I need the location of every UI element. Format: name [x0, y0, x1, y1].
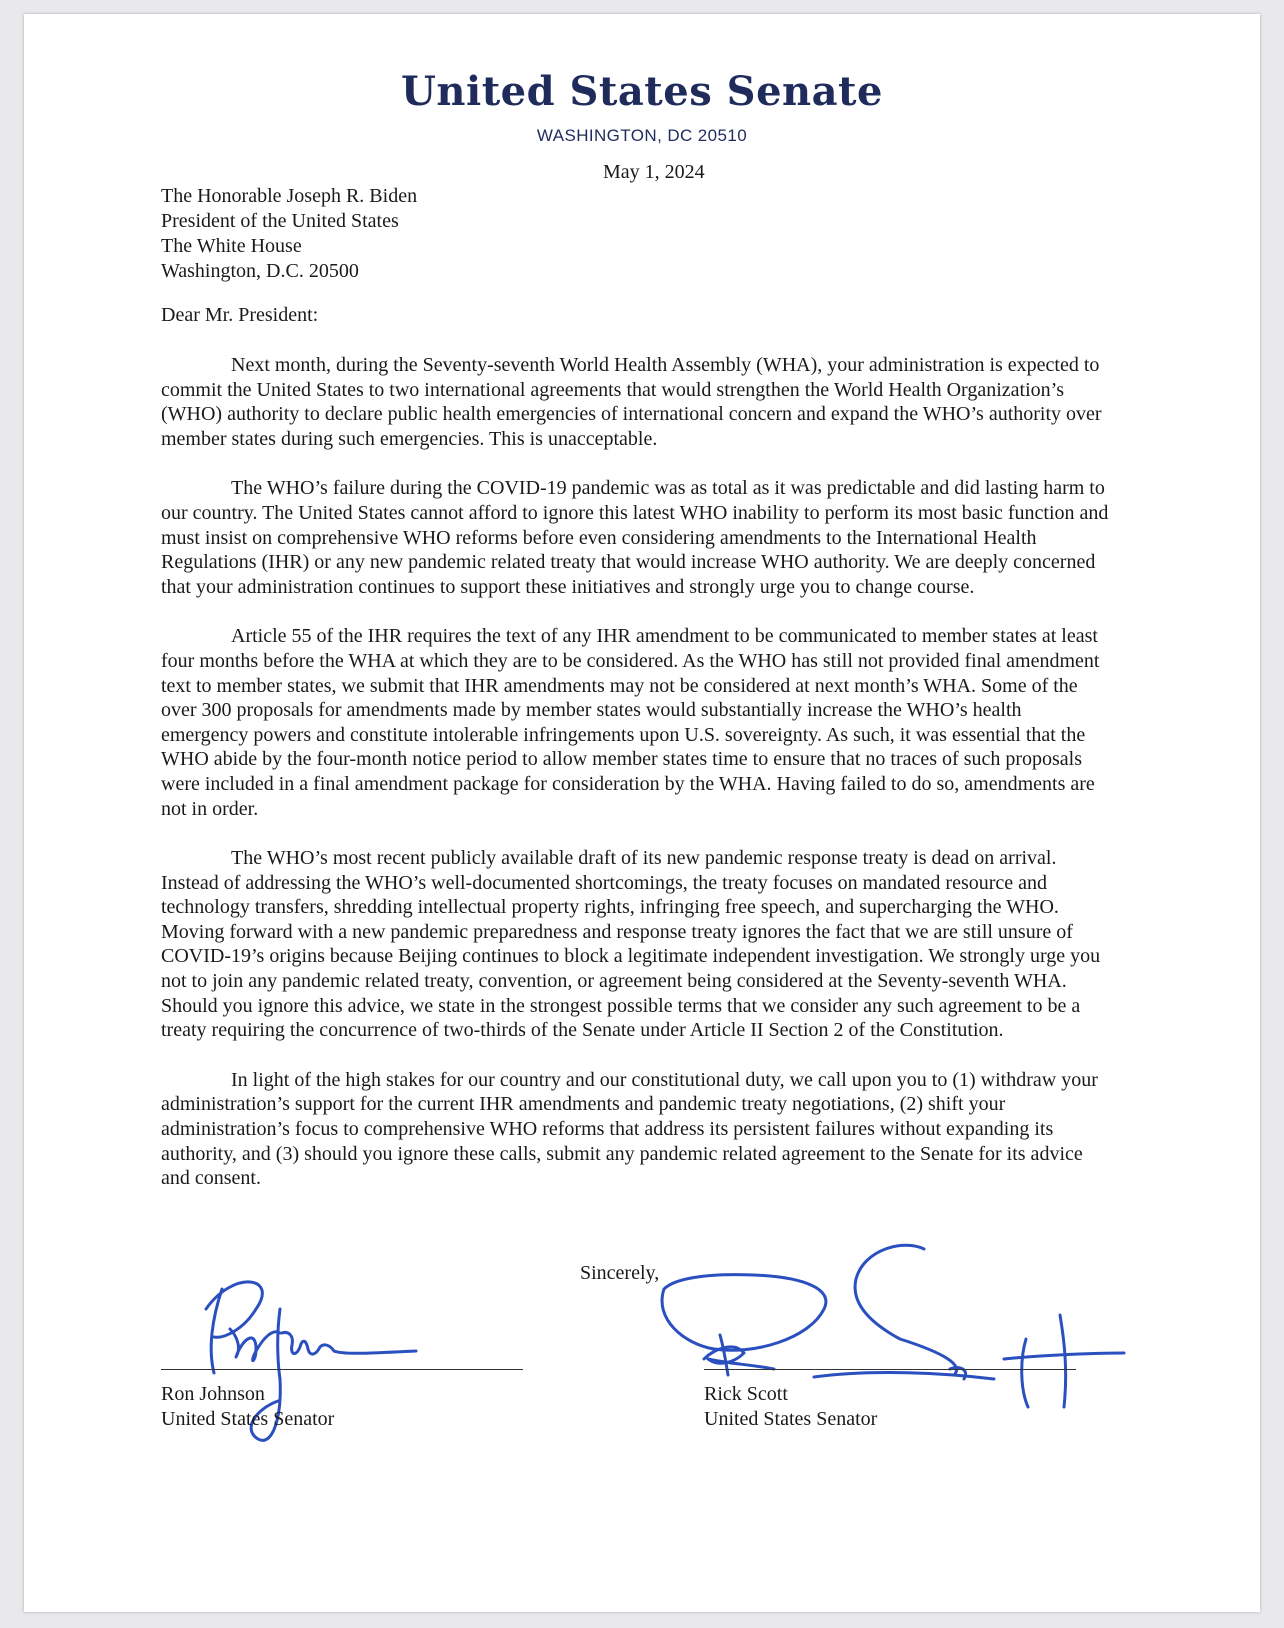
letter-page [24, 14, 1260, 1612]
body-paragraph: Next month, during the Seventy-seventh World Health Assembly (WHA), your administration is expected to commit the United States to two international agreements that would strengthen the World Health Organization’s (WHO) authority to declare public health emergencies of international concern and expand the WHO’s authority over member states during such emergencies. This is unacceptable. [161, 354, 1102, 450]
signer-title: United States Senator [704, 1408, 878, 1430]
signer-title: United States Senator [161, 1408, 335, 1430]
rick-scott-signature [624, 1229, 1134, 1429]
letter-body [161, 353, 1111, 1216]
signer-rick-scott [704, 1382, 877, 1432]
salutation: Dear Mr. President: [161, 304, 319, 326]
letter-date: May 1, 2024 [603, 161, 705, 183]
body-paragraph: In light of the high stakes for our country and our constitutional duty, we call upon you to (1) withdraw your administration’s support for the current IHR amendments and pandemic treaty negotiations, (2) shift your administration’s focus to comprehensive WHO reforms that address its persistent failures without expanding its authority, and (3) should you ignore these calls, submit any pandemic related agreement to the Senate for its advice and consent. [161, 1068, 1098, 1190]
recipient-address [161, 184, 417, 284]
recipient-line: The White House [161, 235, 302, 257]
recipient-line: Washington, D.C. 20500 [161, 260, 359, 282]
signer-name: Rick Scott [704, 1383, 788, 1405]
body-paragraph: The WHO’s most recent publicly available draft of its new pandemic response treaty is dead on arrival. Instead of addressing the WHO’s well-documented shortcomings, the treaty focuses on mandated resource and technology transfers, shredding intellectual property rights, infringing free speech, and supercharging the WHO. Moving forward with a new pandemic preparedness and response treaty ignores the fact that we are still unsure of COVID-19’s origins because Beijing continues to block a legitimate independent investigation. We strongly urge you not to join any pandemic related treaty, convention, or agreement being considered at the Seventy-seventh WHA. Should you ignore this advice, we state in the strongest possible terms that we consider any such agreement to be a treaty requiring the concurrence of two-thirds of the Senate under Article II Section 2 of the Constitution. [161, 847, 1101, 1042]
letterhead-address: WASHINGTON, DC 20510 [536, 126, 748, 145]
recipient-line: The Honorable Joseph R. Biden [161, 185, 418, 207]
body-paragraph: Article 55 of the IHR requires the text of any IHR amendment to be communicated to member states at least four months before the WHA at which they are to be considered. As the WHO has still not provided final amendment text to member states, we submit that IHR amendments may not be considered at next month’s WHA. Some of the over 300 proposals for amendments made by member states would substantially increase the WHO’s health emergency powers and constitute intolerable infringements upon U.S. sovereignty. As such, it was essential that the WHO abide by the four-month notice period to allow member states time to ensure that no traces of such proposals were included in a final amendment package for consideration by the WHA. Having failed to do so, amendments are not in order. [161, 625, 1100, 820]
recipient-line: President of the United States [161, 210, 399, 232]
body-paragraph: The WHO’s failure during the COVID-19 pandemic was as total as it was predictable and did lasting harm to our country. The United States cannot afford to ignore this latest WHO inability to perform its most basic function and must insist on comprehensive WHO reforms before even considering amendments to the International Health Regulations (IHR) or any new pandemic related treaty that would increase WHO authority. We are deeply concerned that your administration continues to support these initiatives and strongly urge you to change course. [161, 477, 1109, 598]
closing: Sincerely, [580, 1262, 660, 1284]
signer-ron-johnson [161, 1382, 334, 1432]
signature-line-right [704, 1369, 1076, 1370]
letterhead-title: United States Senate [401, 68, 883, 115]
signer-name: Ron Johnson [161, 1383, 265, 1405]
signature-line-left [161, 1369, 523, 1370]
